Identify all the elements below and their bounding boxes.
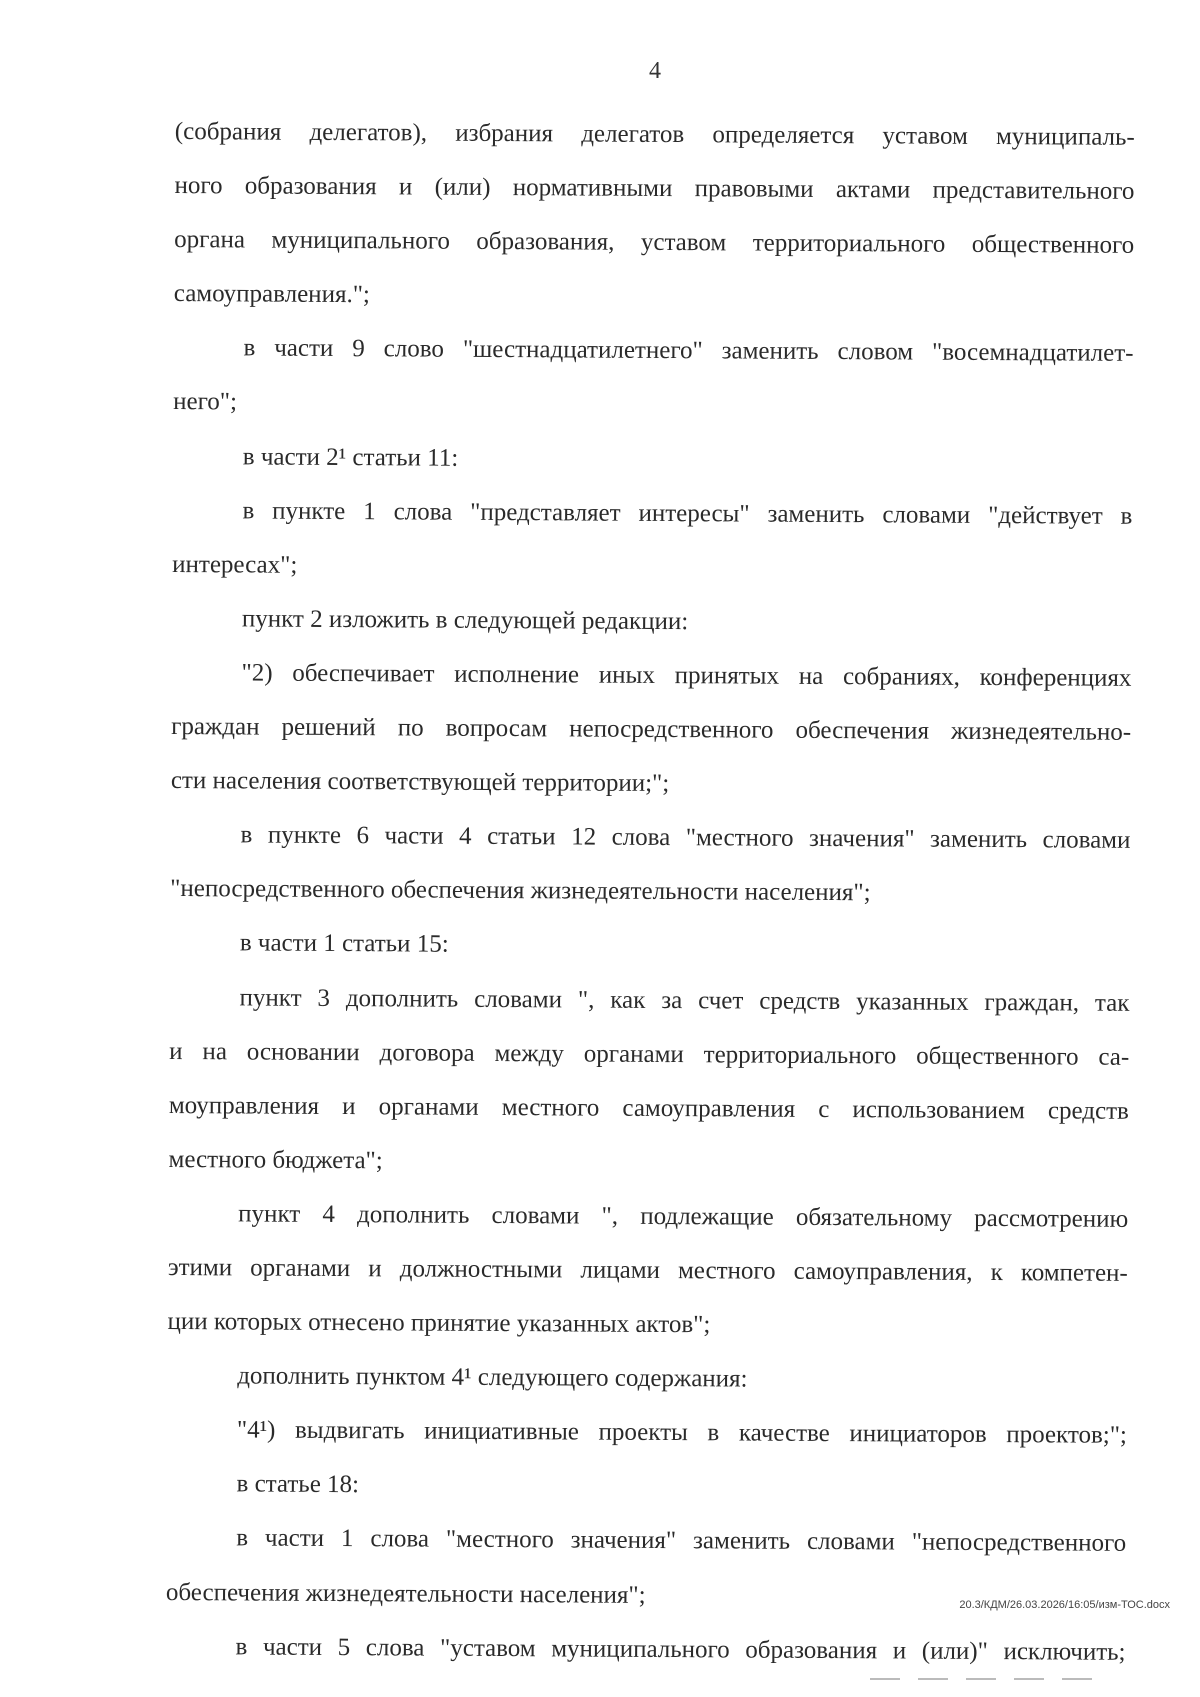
scan-artifacts — [870, 1678, 1170, 1682]
document-body — [165, 105, 1135, 1680]
text-line: этими органами и должностными лицами местного самоуправления, к компетен- — [167, 1253, 1128, 1287]
text-line: самоуправления."; — [173, 280, 370, 309]
text-line: пункт 2 изложить в следующей редакции: — [241, 605, 689, 635]
text-line: "непосредственного обеспечения жизнедеятельности населения"; — [170, 875, 871, 907]
text-line: в части 1 статьи 15: — [239, 929, 449, 959]
text-line: ного образования и (или) нормативными правовыми актами представительного — [174, 172, 1135, 205]
text-line: в пункте 6 части 4 статьи 12 слова "местного значения" заменить словами — [240, 821, 1131, 855]
text-line: в части 2¹ статьи 11: — [242, 442, 459, 472]
text-line: ции которых отнесено принятие указанных актов"; — [167, 1308, 711, 1339]
text-line: интересах"; — [172, 550, 298, 579]
text-line: сти населения соответствующей территории;"; — [170, 767, 670, 798]
text-line: органа муниципального образования, уставом территориального общественного — [174, 226, 1135, 260]
text-line: моуправления и органами местного самоуправления с использованием средств — [168, 1091, 1129, 1125]
text-line: "4¹) выдвигать инициативные проекты в качестве инициаторов проектов;"; — [236, 1416, 1127, 1450]
text-line: граждан решений по вопросам непосредственного обеспечения жизнедеятельно- — [171, 713, 1132, 746]
text-line: в статье 18: — [236, 1470, 360, 1499]
text-line: "2) обеспечивает исполнение иных принятых на собраниях, конференциях — [241, 659, 1132, 692]
text-line: в пункте 1 слова "представляет интересы" заменить словами "действует в — [242, 497, 1133, 530]
page-number: 4 — [649, 58, 661, 84]
text-line: местного бюджета"; — [168, 1145, 383, 1175]
text-line: пункт 4 дополнить словами ", подлежащие обязательному рассмотрению — [238, 1200, 1129, 1233]
text-line: и на основании договора между органами территориального общественного са- — [169, 1037, 1130, 1071]
text-line: пункт 3 дополнить словами ", как за счет средств указанных граждан, так — [239, 983, 1130, 1017]
text-line: в части 1 слова "местного значения" заменить словами "непосредственного — [236, 1524, 1127, 1558]
text-line: обеспечения жизнедеятельности населения"; — [165, 1578, 646, 1609]
text-line: дополнить пунктом 4¹ следующего содержания: — [237, 1362, 748, 1393]
document-file-reference: 20.3/КДМ/26.03.2026/16:05/изм-ТОС.docx — [959, 1599, 1170, 1611]
text-line: него"; — [173, 388, 238, 416]
text-line: в части 5 слова "уставом муниципального образования и (или)" исключить; — [235, 1633, 1126, 1666]
text-line: в части 9 слово "шестнадцатилетнего" заменить словом "восемнадцатилет- — [243, 334, 1134, 368]
text-line: (собрания делегатов), избрания делегатов определяется уставом муниципаль- — [174, 117, 1135, 151]
